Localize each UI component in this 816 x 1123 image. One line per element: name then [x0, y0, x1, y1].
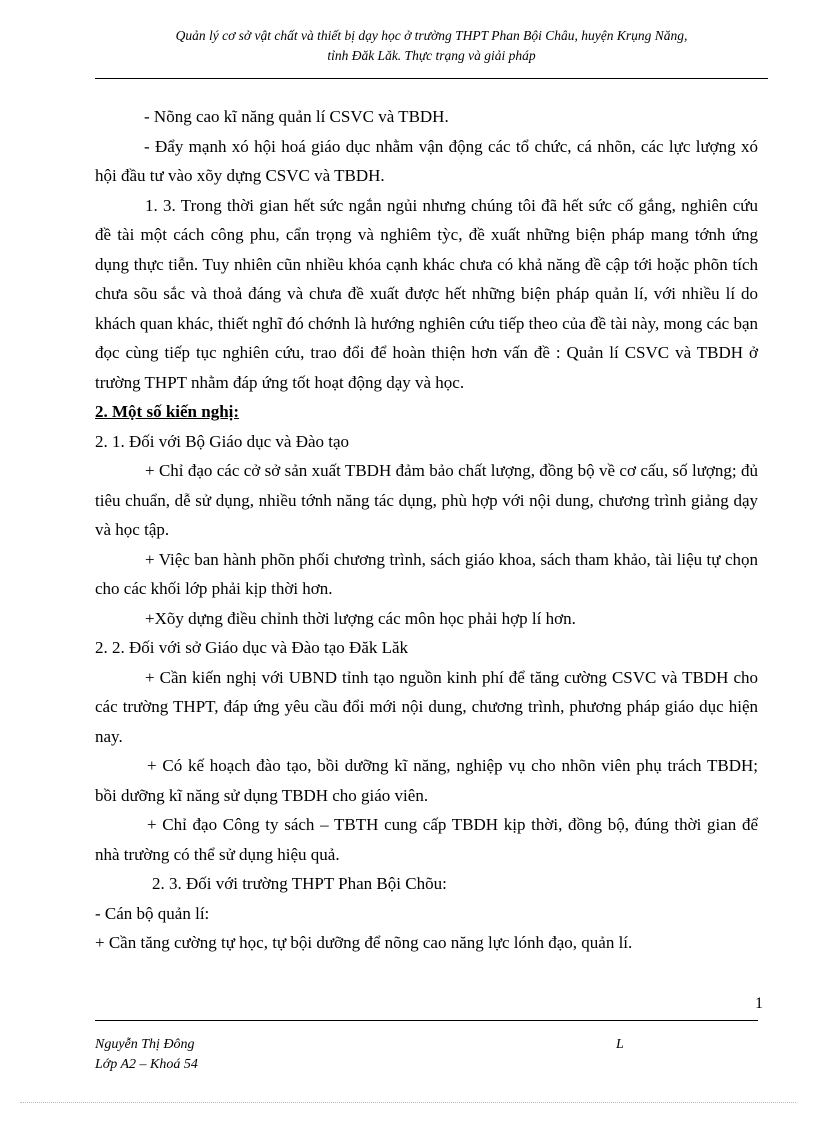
paragraph-ministry-production: + Chỉ đạo các cở sở sản xuất TBDH đảm bảo chất lượng, đồng bộ về cơ cấu, số lượng; đủ tiêu chuẩn, dễ sử dụng, nhiều tớnh năng tác dụng, phù hợp với nội dung, chương trình giảng dạy và học tập.: [95, 461, 758, 539]
subheading-ministry: 2. 1. Đối với Bộ Giáo dục và Đào tạo: [95, 431, 350, 451]
page-footer: [95, 1035, 758, 1075]
document-body: [95, 102, 758, 958]
paragraph-csvc-skills: - Nõng cao kĩ năng quản lí CSVC và TBDH.: [144, 107, 449, 126]
paragraph-managers: - Cán bộ quản lí:: [95, 903, 210, 923]
paragraph-ministry-textbooks: + Việc ban hành phõn phối chương trình, sách giáo khoa, sách tham khảo, tài liệu tự chọn cho các khối lớp phải kịp thời hơn.: [95, 549, 758, 598]
paragraph-conclusion-1-3: 1. 3. Trong thời gian hết sức ngắn ngủi nhưng chúng tôi đã hết sức cố gắng, nghiên cứu đề tài một cách công phu, cẩn trọng và nghiêm tỳc, đề xuất những biện pháp mang tớnh ứng dụng thực tiễn. Tuy nhiên cũn nhiều khóa cạnh khác chưa có khả năng đề cập tới hoặc phõn tích chưa sõu sắc và thoả đáng và chưa đề xuất được hết những biện pháp quản lí, với nhiều lí do khách quan khác, thiết nghĩ đó chớnh là hướng nghiên cứu tiếp theo của đề tài này, mong các bạn đọc cùng tiếp tục nghiên cứu, trao đổi để hoàn thiện hơn vấn đề : Quản lí CSVC và TBDH ở trường THPT nhằm đáp ứng tốt hoạt động dạy và học.: [95, 195, 758, 392]
header-rule: [95, 78, 768, 79]
paragraph-department-funding: + Cần kiến nghị với UBND tỉnh tạo nguồn kinh phí để tăng cường CSVC và TBDH cho các trường THPT, đáp ứng yêu cầu đổi mới nội dung, chương trình, phương pháp giáo dục hiện nay.: [95, 667, 758, 746]
footer-author: Nguyễn Thị Đông: [95, 1037, 195, 1052]
paragraph-ministry-curriculum: +Xõy dựng điều chỉnh thời lượng các môn học phải hợp lí hơn.: [145, 608, 576, 628]
header-title-line-1: Quản lý cơ sở vật chất và thiết bị dạy học ở trường THPT Phan Bội Châu, huyện Krụng Năng,: [175, 28, 688, 43]
footer-right-mark: L: [616, 1037, 624, 1052]
page-header: [95, 26, 768, 66]
subheading-department: 2. 2. Đối với sở Giáo dục và Đào tạo Đăk Lăk: [95, 638, 409, 657]
page-number: 1: [755, 995, 763, 1012]
paragraph-socialization: - Đẩy mạnh xó hội hoá giáo dục nhằm vận động các tổ chức, cá nhõn, các lực lượng xó hội đầu tư vào xõy dựng CSVC và TBDH.: [95, 136, 758, 185]
footer-rule: [95, 1020, 758, 1021]
subheading-school: 2. 3. Đối với trường THPT Phan Bội Chõu:: [152, 874, 447, 893]
section-heading-recommendations: 2. Một số kiến nghị:: [95, 402, 240, 421]
page-edge-dotted-line: [20, 1102, 796, 1103]
paragraph-department-training: + Có kế hoạch đào tạo, bồi dưỡng kĩ năng, nghiệp vụ cho nhõn viên phụ trách TBDH; bồi dưỡng kĩ năng sử dụng TBDH cho giáo viên.: [95, 756, 758, 805]
paragraph-managers-self-study: + Cần tăng cường tự học, tự bội dưỡng để nõng cao năng lực lónh đạo, quản lí.: [95, 933, 633, 952]
header-title-line-2: tỉnh Đăk Lăk. Thực trạng và giải pháp: [327, 48, 536, 63]
paragraph-department-supply: + Chỉ đạo Công ty sách – TBTH cung cấp TBDH kịp thời, đồng bộ, đúng thời gian để nhà trường có thể sử dụng hiệu quả.: [95, 815, 758, 864]
footer-class-info: Lớp A2 – Khoá 54: [95, 1057, 198, 1072]
